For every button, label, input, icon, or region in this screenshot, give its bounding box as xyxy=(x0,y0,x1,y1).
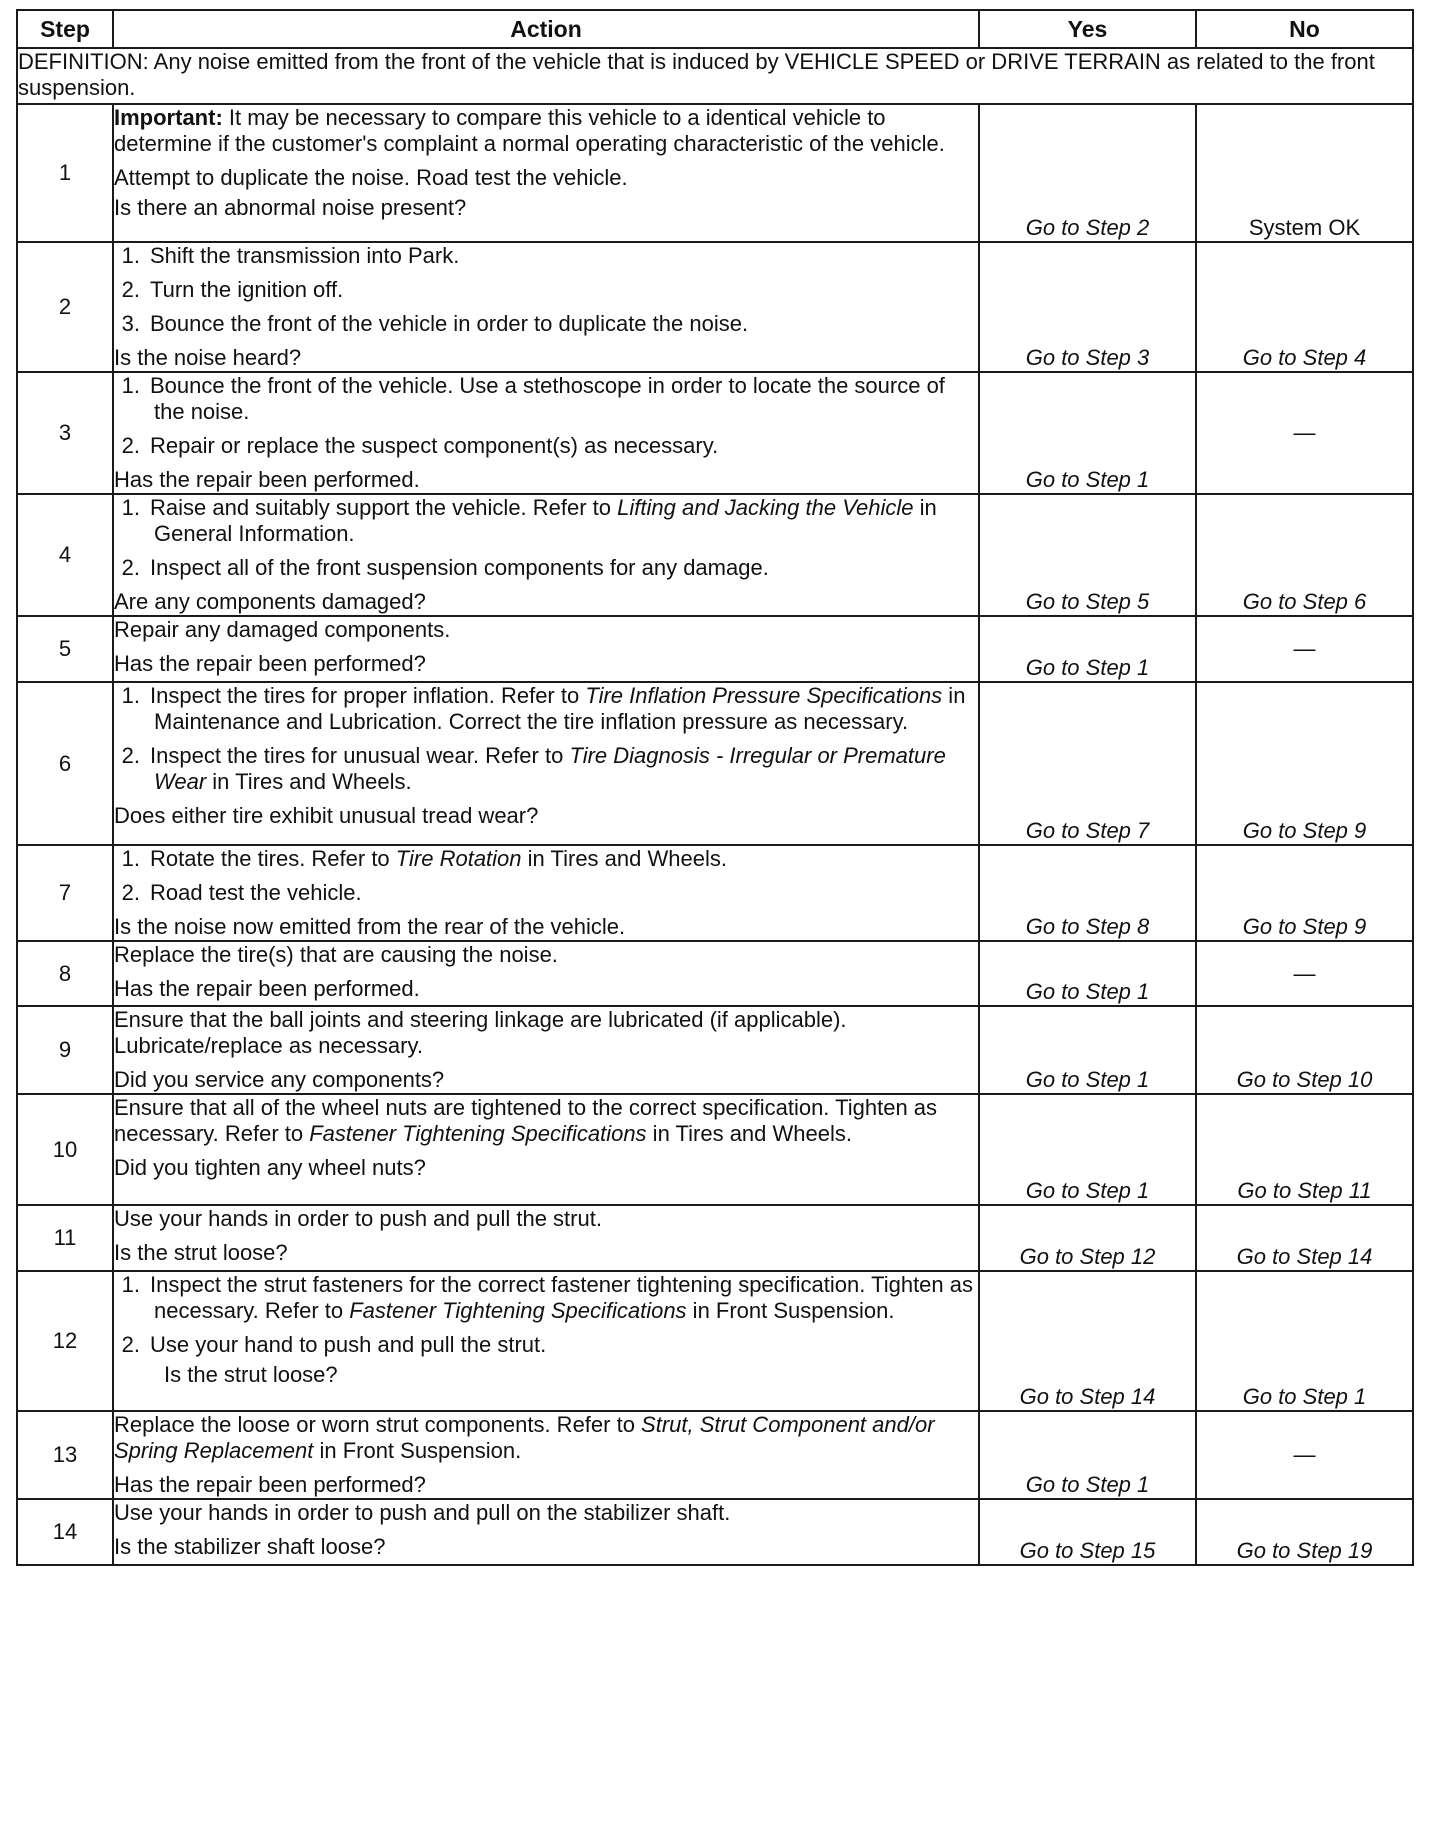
step-number: 14 xyxy=(17,1499,113,1565)
no-result: Go to Step 11 xyxy=(1196,1094,1413,1205)
table-row xyxy=(17,104,1413,242)
header-action: Action xyxy=(113,10,979,48)
yes-result: Go to Step 12 xyxy=(979,1205,1196,1271)
question-text: Is the strut loose? xyxy=(114,1240,288,1265)
question-text: Is the noise now emitted from the rear of the vehicle. xyxy=(114,914,626,939)
action-text: Use your hands in order to push and pull on the stabilizer shaft. xyxy=(114,1500,731,1525)
question-text: Did you service any components? xyxy=(114,1067,445,1092)
step-number: 9 xyxy=(17,1006,113,1094)
yes-result: Go to Step 1 xyxy=(979,1006,1196,1094)
action-cell: Ensure that all of the wheel nuts are tightened to the correct specification. Tighten as necessary. Refer to Fastener Tightening Specifications in Tires and Wheels. Did you tighten any wheel nuts? xyxy=(113,1094,979,1205)
list-item: Bounce the front of the vehicle in order to duplicate the noise. xyxy=(150,311,749,336)
action-text: Attempt to duplicate the noise. Road test the vehicle. xyxy=(114,165,628,190)
question-text: Has the repair been performed. xyxy=(114,976,420,1001)
action-text: Use your hands in order to push and pull the strut. xyxy=(114,1206,602,1231)
yes-result: Go to Step 1 xyxy=(979,616,1196,682)
list-item: Repair or replace the suspect component(s) as necessary. xyxy=(150,433,719,458)
yes-result: Go to Step 15 xyxy=(979,1499,1196,1565)
reference-link-text: Lifting and Jacking the Vehicle xyxy=(617,495,914,520)
no-result: — xyxy=(1196,616,1413,682)
action-cell: 1. Rotate the tires. Refer to Tire Rotation in Tires and Wheels. 2. Road test the vehicle. Is the noise now emitted from the rear of the vehicle. xyxy=(113,845,979,941)
action-cell xyxy=(113,1006,979,1094)
yes-result: Go to Step 5 xyxy=(979,494,1196,616)
table-row xyxy=(17,372,1413,494)
table-row xyxy=(17,494,1413,616)
step-number: 2 xyxy=(17,242,113,372)
table-row xyxy=(17,1094,1413,1205)
step-number: 13 xyxy=(17,1411,113,1499)
definition-row xyxy=(17,48,1413,104)
question-text: Does either tire exhibit unusual tread wear? xyxy=(114,803,539,828)
question-text: Did you tighten any wheel nuts? xyxy=(114,1155,426,1180)
step-number: 7 xyxy=(17,845,113,941)
header-row xyxy=(17,10,1413,48)
table-row xyxy=(17,1006,1413,1094)
yes-result: Go to Step 1 xyxy=(979,1411,1196,1499)
no-result: Go to Step 6 xyxy=(1196,494,1413,616)
action-cell xyxy=(113,1205,979,1271)
action-text: Replace the tire(s) that are causing the noise. xyxy=(114,942,558,967)
step-number: 10 xyxy=(17,1094,113,1205)
question-text: Is the strut loose? xyxy=(164,1362,338,1387)
step-number: 6 xyxy=(17,682,113,845)
step-number: 5 xyxy=(17,616,113,682)
important-label: Important: xyxy=(114,105,223,130)
reference-link-text: Fastener Tightening Specifications xyxy=(309,1121,647,1146)
yes-result: Go to Step 14 xyxy=(979,1271,1196,1411)
list-item: Bounce the front of the vehicle. Use a stethoscope in order to locate the source of the noise. xyxy=(150,373,945,424)
action-cell: 1. Raise and suitably support the vehicle. Refer to Lifting and Jacking the Vehicle in General Information. 2. Inspect all of the front suspension components for any damage. Are any components damaged? xyxy=(113,494,979,616)
table-row xyxy=(17,1271,1413,1411)
reference-link-text: Strut, Strut Component and/or Spring Replacement xyxy=(114,1412,935,1463)
yes-result: Go to Step 7 xyxy=(979,682,1196,845)
no-result: Go to Step 1 xyxy=(1196,1271,1413,1411)
list-item: Use your hand to push and pull the strut. xyxy=(150,1332,547,1357)
question-text: Has the repair been performed? xyxy=(114,1472,426,1497)
action-cell: 1. Bounce the front of the vehicle. Use a stethoscope in order to locate the source of the noise. 2. Repair or replace the suspect component(s) as necessary. Has the repair been performed. xyxy=(113,372,979,494)
no-result: Go to Step 9 xyxy=(1196,682,1413,845)
important-text: It may be necessary to compare this vehicle to a identical vehicle to determine if the customer's complaint a normal operating characteristic of the vehicle. xyxy=(114,105,945,156)
action-cell xyxy=(113,941,979,1006)
table-row xyxy=(17,616,1413,682)
table-row xyxy=(17,941,1413,1006)
header-no: No xyxy=(1196,10,1413,48)
no-result: — xyxy=(1196,372,1413,494)
header-yes: Yes xyxy=(979,10,1196,48)
step-number: 12 xyxy=(17,1271,113,1411)
action-text: Ensure that the ball joints and steering linkage are lubricated (if applicable). Lubricate/replace as necessary. xyxy=(114,1007,847,1058)
table-row xyxy=(17,682,1413,845)
question-text: Is there an abnormal noise present? xyxy=(114,195,467,220)
question-text: Has the repair been performed. xyxy=(114,467,420,492)
step-number: 1 xyxy=(17,104,113,242)
action-cell xyxy=(113,616,979,682)
action-cell: 1. Inspect the tires for proper inflation. Refer to Tire Inflation Pressure Specifications in Maintenance and Lubrication. Correct the tire inflation pressure as necessary. 2. Inspect the tires for unusual wear. Refer to Tire Diagnosis - Irregular or Premature Wear in Tires and Wheels. Does either tire exhibit unusual tread wear? xyxy=(113,682,979,845)
action-cell xyxy=(113,1499,979,1565)
table-row xyxy=(17,1205,1413,1271)
list-item: Shift the transmission into Park. xyxy=(150,243,460,268)
action-cell: 1. Inspect the strut fasteners for the correct fastener tightening specification. Tighten as necessary. Refer to Fastener Tightening Specifications in Front Suspension. 2. Use your hand to push and pull the strut. Is the strut loose? xyxy=(113,1271,979,1411)
yes-result: Go to Step 1 xyxy=(979,941,1196,1006)
step-number: 11 xyxy=(17,1205,113,1271)
yes-result: Go to Step 3 xyxy=(979,242,1196,372)
step-number: 4 xyxy=(17,494,113,616)
question-text: Is the stabilizer shaft loose? xyxy=(114,1534,386,1559)
list-item: Inspect all of the front suspension components for any damage. xyxy=(150,555,769,580)
action-cell: Replace the loose or worn strut components. Refer to Strut, Strut Component and/or Spring Replacement in Front Suspension. Has the repair been performed? xyxy=(113,1411,979,1499)
table-row xyxy=(17,1411,1413,1499)
yes-result: Go to Step 1 xyxy=(979,1094,1196,1205)
action-text: Repair any damaged components. xyxy=(114,617,451,642)
question-text: Has the repair been performed? xyxy=(114,651,426,676)
no-result: Go to Step 14 xyxy=(1196,1205,1413,1271)
reference-link-text: Tire Rotation xyxy=(395,846,522,871)
no-result: Go to Step 19 xyxy=(1196,1499,1413,1565)
list-item: Turn the ignition off. xyxy=(150,277,344,302)
no-result: Go to Step 9 xyxy=(1196,845,1413,941)
diagnostic-table xyxy=(16,9,1414,1566)
action-cell xyxy=(113,104,979,242)
step-number: 8 xyxy=(17,941,113,1006)
action-cell: 1. Shift the transmission into Park. 2. Turn the ignition off. 3. Bounce the front of the vehicle in order to duplicate the noise. Is the noise heard? xyxy=(113,242,979,372)
yes-result: Go to Step 2 xyxy=(979,104,1196,242)
yes-result: Go to Step 8 xyxy=(979,845,1196,941)
table-row xyxy=(17,845,1413,941)
definition-text: DEFINITION: Any noise emitted from the front of the vehicle that is induced by VEHICLE SPEED or DRIVE TERRAIN as related to the front suspension. xyxy=(17,48,1413,104)
reference-link-text: Tire Inflation Pressure Specifications xyxy=(585,683,943,708)
no-result: System OK xyxy=(1196,104,1413,242)
no-result: Go to Step 10 xyxy=(1196,1006,1413,1094)
list-item: Road test the vehicle. xyxy=(150,880,362,905)
table-row xyxy=(17,242,1413,372)
reference-link-text: Tire Diagnosis - Irregular or Premature Wear xyxy=(154,743,946,794)
table-row xyxy=(17,1499,1413,1565)
no-result: Go to Step 4 xyxy=(1196,242,1413,372)
no-result: — xyxy=(1196,1411,1413,1499)
header-step: Step xyxy=(17,10,113,48)
reference-link-text: Fastener Tightening Specifications xyxy=(349,1298,687,1323)
question-text: Is the noise heard? xyxy=(114,345,302,370)
step-number: 3 xyxy=(17,372,113,494)
yes-result: Go to Step 1 xyxy=(979,372,1196,494)
question-text: Are any components damaged? xyxy=(114,589,426,614)
no-result: — xyxy=(1196,941,1413,1006)
